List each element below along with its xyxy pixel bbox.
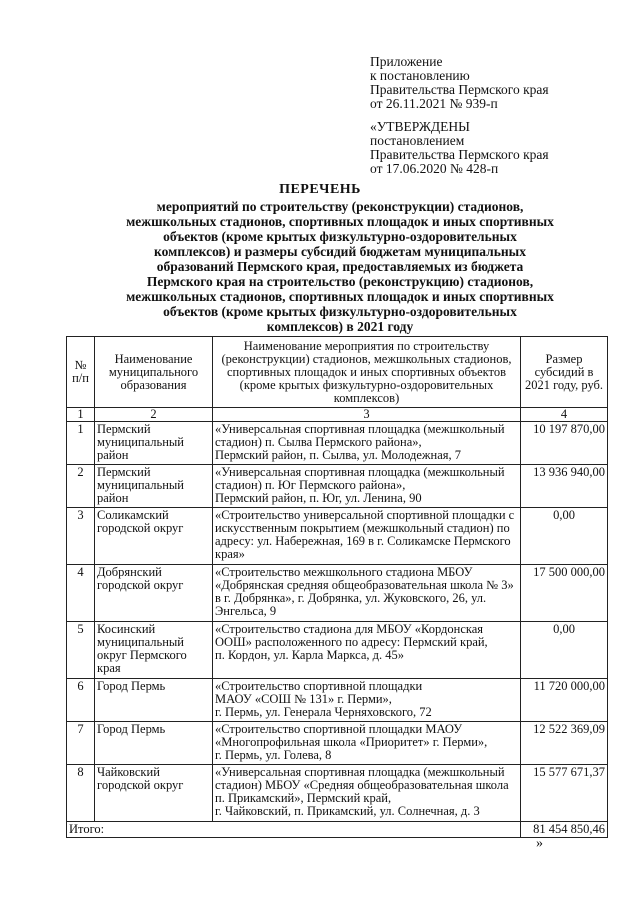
subtitle-line: объектов (кроме крытых физкультурно-оздоровительных (163, 229, 517, 244)
table-header-row (67, 337, 608, 408)
total-row (67, 822, 608, 838)
approval-reference (370, 120, 549, 176)
row-num: 2 (67, 465, 95, 508)
row-event (213, 508, 521, 565)
table-row (67, 565, 608, 622)
table-row (67, 765, 608, 822)
column-index: 2 (95, 408, 213, 422)
header-municipality: Наименование муниципального образования (95, 337, 213, 408)
event-line: «Строительство спортивной площадки МАОУ «Многопрофильная школа «Приоритет» г. Перми», (215, 722, 488, 749)
column-index: 4 (521, 408, 608, 422)
row-event (213, 422, 521, 465)
header-event: Наименование мероприятия по строительству (реконструкции) стадионов, межшкольных стадионов, спортивных площадок и иных спортивных объектов (кроме крытых физкультурно-оздоровительных комплексов) (213, 337, 521, 408)
subtitle-line: комплексов) и размеры субсидий бюджетам муниципальных (154, 244, 526, 259)
row-event (213, 722, 521, 765)
row-event (213, 465, 521, 508)
subtitle-line: межшкольных стадионов, спортивных площадок и иных спортивных (126, 289, 554, 304)
document-subtitle (70, 199, 610, 334)
row-num: 1 (67, 422, 95, 465)
row-municipality: Чайковский городской округ (95, 765, 213, 822)
row-municipality: Город Пермь (95, 722, 213, 765)
event-line: «Строительство спортивной площадки (215, 679, 423, 693)
row-municipality: Пермский муниципальный район (95, 422, 213, 465)
row-municipality: Город Пермь (95, 679, 213, 722)
row-amount: 10 197 870,00 (521, 422, 608, 465)
row-amount: 17 500 000,00 (521, 565, 608, 622)
event-line: г. Чайковский, п. Прикамский, ул. Солнечная, д. 3 (215, 804, 480, 818)
row-num: 3 (67, 508, 95, 565)
subtitle-line: комплексов) в 2021 году (266, 319, 414, 334)
row-amount: 0,00 (521, 508, 608, 565)
table-row (67, 622, 608, 679)
table-row (67, 679, 608, 722)
row-amount: 12 522 369,09 (521, 722, 608, 765)
approval-line: от 17.06.2020 № 428-п (370, 161, 499, 176)
event-line: г. Пермь, ул. Голева, 8 (215, 748, 332, 762)
subsidies-table (66, 336, 608, 838)
subtitle-line: Пермского края на строительство (реконструкцию) стадионов, (146, 274, 534, 289)
row-num: 6 (67, 679, 95, 722)
row-amount: 15 577 671,37 (521, 765, 608, 822)
approval-line: «УТВЕРЖДЕНЫ (370, 119, 470, 134)
table-row (67, 422, 608, 465)
total-amount: 81 454 850,46 (521, 822, 608, 838)
total-label: Итого: (67, 822, 521, 838)
row-event (213, 565, 521, 622)
row-municipality: Пермский муниципальный район (95, 465, 213, 508)
row-municipality: Косинский муниципальный округ Пермского края (95, 622, 213, 679)
event-line: «Строительство межшкольного стадиона МБОУ «Добрянская средняя общеобразовательная школа № 3» в г. Добрянка», г. Добрянка, ул. Жуковского, 26, ул. Энгельса, 9 (215, 565, 514, 618)
approval-line: постановлением (370, 133, 465, 148)
column-index: 1 (67, 408, 95, 422)
row-event (213, 622, 521, 679)
event-line: Пермский район, п. Сылва, ул. Молодежная, 7 (215, 448, 462, 462)
appendix-line: Правительства Пермского края (370, 82, 549, 97)
event-line: Пермский район, п. Юг, ул. Ленина, 90 (215, 491, 422, 505)
header-amount: Размер субсидий в 2021 году, руб. (521, 337, 608, 408)
subtitle-line: мероприятий по строительству (реконструкции) стадионов, (156, 199, 524, 214)
event-line: «Универсальная спортивная площадка (межшкольный стадион) МБОУ «Средняя общеобразовательная школа п. Прикамский», Пермский край, (215, 765, 509, 805)
row-event (213, 679, 521, 722)
row-municipality: Соликамский городской округ (95, 508, 213, 565)
row-num: 4 (67, 565, 95, 622)
header-num: № п/п (67, 337, 95, 408)
appendix-reference (370, 55, 549, 111)
table-row (67, 465, 608, 508)
event-line: п. Кордон, ул. Карла Маркса, д. 45» (215, 648, 404, 662)
table-row (67, 722, 608, 765)
appendix-line: к постановлению (370, 68, 470, 83)
event-line: МАОУ «СОШ № 131» г. Перми», (215, 692, 392, 706)
subtitle-line: объектов (кроме крытых физкультурно-оздоровительных (163, 304, 517, 319)
column-index-row (67, 408, 608, 422)
row-num: 8 (67, 765, 95, 822)
column-index: 3 (213, 408, 521, 422)
row-num: 7 (67, 722, 95, 765)
event-line: «Универсальная спортивная площадка (межшкольный стадион) п. Сылва Пермского района», (215, 422, 505, 449)
row-amount: 13 936 940,00 (521, 465, 608, 508)
row-amount: 0,00 (521, 622, 608, 679)
event-line: «Строительство стадиона для МБОУ «Кордонская ООШ» расположенного по адресу: Пермский край, (215, 622, 488, 649)
subtitle-line: образований Пермского края, предоставляемых из бюджета (156, 259, 524, 274)
row-num: 5 (67, 622, 95, 679)
event-line: г. Пермь, ул. Генерала Черняховского, 72 (215, 705, 432, 719)
row-amount: 11 720 000,00 (521, 679, 608, 722)
document-title: ПЕРЕЧЕНЬ (279, 182, 361, 197)
table-row (67, 508, 608, 565)
event-line: «Универсальная спортивная площадка (межшкольный стадион) п. Юг Пермского района», (215, 465, 505, 492)
appendix-line: от 26.11.2021 № 939-п (370, 96, 498, 111)
subtitle-line: межшкольных стадионов, спортивных площадок и иных спортивных (126, 214, 554, 229)
row-event (213, 765, 521, 822)
row-municipality: Добрянский городской округ (95, 565, 213, 622)
closing-quote: » (536, 836, 543, 851)
approval-line: Правительства Пермского края (370, 147, 549, 162)
appendix-line: Приложение (370, 54, 443, 69)
event-line: «Строительство универсальной спортивной площадки с искусственным покрытием (межшкольный стадион) по адресу: ул. Набережная, 169 в г. Соликамске Пермского края» (215, 508, 515, 561)
